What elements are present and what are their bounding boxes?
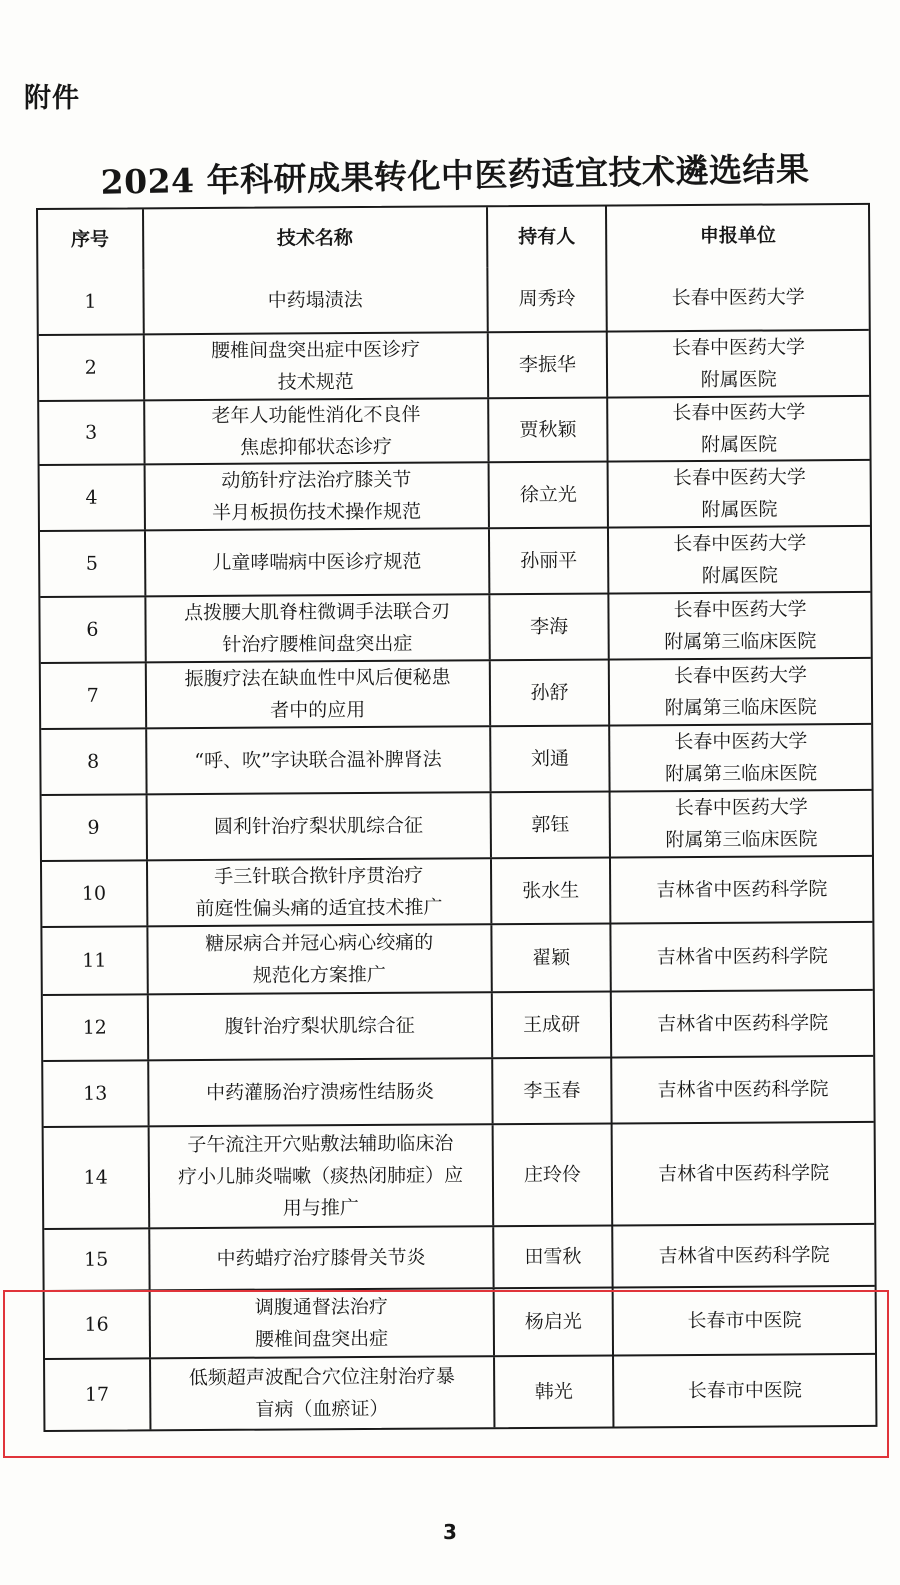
- cell-no: [41, 729, 145, 794]
- cell-unit-text: 长春中医药大学 附属医院: [672, 401, 806, 456]
- cell-holder: [490, 859, 610, 924]
- cell-technology-name-text: 子午流注开穴贴敷法辅助临床治 疗小儿肺炎喘嗽（痰热闭肺症）应 用与推广: [178, 1132, 464, 1220]
- cell-holder-text: 孙丽平: [520, 549, 578, 573]
- cell-technology-name: [143, 399, 488, 463]
- cell-unit-text: 长春中医药大学 附属第三临床医院: [665, 730, 818, 786]
- cell-unit-text: 长春市中医院: [687, 1379, 802, 1403]
- cell-technology-name: [146, 993, 491, 1059]
- cell-unit-text: 长春中医药大学 附属第三临床医院: [664, 664, 817, 720]
- cell-technology-name: [144, 595, 489, 661]
- cell-unit: [609, 857, 872, 923]
- cell-technology-name-text: 圆利针治疗梨状肌综合征: [213, 814, 424, 838]
- cell-unit-text: 长春中医药大学 附属第三临床医院: [664, 598, 817, 654]
- cell-technology-name: [145, 727, 490, 793]
- cell-holder: [489, 793, 609, 858]
- cell-no: [40, 465, 144, 530]
- cell-holder-text: 韩光: [534, 1380, 573, 1403]
- cell-no: [44, 1229, 148, 1290]
- cell-technology-name: [145, 793, 490, 859]
- cell-unit: [607, 527, 870, 593]
- cell-no-text: 8: [87, 750, 100, 773]
- cell-holder: [492, 1227, 612, 1288]
- cell-unit-text: 吉林省中医药科学院: [657, 1012, 829, 1036]
- cell-unit: [610, 1057, 873, 1123]
- cell-no-text: 4: [85, 486, 98, 509]
- cell-no: [40, 597, 144, 662]
- cell-unit: [608, 725, 871, 791]
- cell-technology-name-text: 中药蜡疗治疗膝骨关节炎: [216, 1246, 426, 1270]
- cell-technology-name: [147, 1059, 492, 1125]
- cell-technology-name-text: 点拨腰大肌脊柱微调手法联合刃 针治疗腰椎间盘突出症: [184, 600, 451, 656]
- cell-holder: [489, 727, 609, 792]
- cell-holder-text: 田雪秋: [524, 1245, 582, 1269]
- cell-unit-text: 长春中医药大学 附属医院: [673, 532, 807, 587]
- cell-unit: [606, 265, 869, 331]
- page-number: 3: [443, 1520, 457, 1544]
- cell-holder-text: 翟颖: [532, 946, 571, 969]
- document-title: 2024 年科研成果转化中医药适宜技术遴选结果: [100, 149, 810, 202]
- table-row: [43, 989, 873, 1060]
- cell-holder-text: 李振华: [518, 353, 577, 377]
- cell-unit: [609, 791, 872, 857]
- cell-technology-name-text: 振腹疗法在缺血性中风后便秘患 者中的应用: [184, 666, 451, 722]
- cell-holder: [487, 333, 607, 398]
- cell-technology-name: [144, 529, 489, 595]
- cell-holder: [488, 529, 608, 594]
- cell-holder-text: 刘通: [530, 747, 570, 770]
- highlight-box: [3, 1290, 889, 1458]
- table-row: [39, 395, 869, 464]
- cell-no-text: 7: [86, 684, 99, 707]
- cell-holder: [490, 925, 610, 992]
- cell-technology-name: [146, 925, 491, 993]
- cell-unit-text: 长春中医药大学 附属第三临床医院: [665, 796, 818, 852]
- cell-unit: [611, 1123, 874, 1225]
- cell-no-text: 13: [83, 1082, 108, 1105]
- cell-no: [43, 1061, 147, 1126]
- table-row: [39, 329, 869, 400]
- cell-no-text: 9: [87, 816, 100, 839]
- cell-technology-name-text: 中药灌肠治疗溃疡性结肠炎: [206, 1080, 435, 1104]
- cell-holder-text: 王成研: [522, 1013, 581, 1037]
- cell-holder-text: 张水生: [522, 879, 580, 903]
- cell-technology-name: [143, 463, 488, 529]
- cell-unit: [606, 397, 869, 461]
- cell-technology-name-text: 儿童哮喘病中医诊疗规范: [212, 550, 422, 574]
- cell-technology-name: [148, 1227, 493, 1289]
- cell-technology-name-text: 调腹通督法治疗 腰椎间盘突出症: [254, 1295, 389, 1351]
- cell-no: [38, 269, 142, 334]
- cell-technology-name: [144, 661, 489, 727]
- cell-no: [40, 531, 144, 596]
- header-cell-unit: 申报单位: [605, 205, 868, 267]
- table-body: [38, 265, 875, 1430]
- cell-no: [42, 861, 146, 926]
- cell-holder: [491, 1125, 611, 1226]
- cell-technology-name-text: “呼、吹”字诀联合温补脾肾法: [194, 748, 442, 773]
- cell-holder-text: 贾秋颖: [519, 418, 577, 442]
- cell-no-text: 17: [84, 1383, 110, 1406]
- cell-no-text: 6: [86, 618, 99, 641]
- cell-no-text: 16: [84, 1313, 109, 1336]
- cell-technology-name-text: 腰椎间盘突出症中医诊疗 技术规范: [210, 338, 421, 394]
- header-cell-name: 技术名称: [142, 207, 487, 269]
- cell-unit-text: 长春中医药大学 附属医院: [671, 336, 806, 391]
- table-row: [40, 525, 870, 596]
- header-cell-no: 序号: [70, 228, 110, 251]
- table-row: [44, 1223, 874, 1290]
- cell-technology-name-text: 低频超声波配合穴位注射治疗暴 盲病（血瘀证）: [188, 1365, 455, 1421]
- cell-unit-text: 吉林省中医药科学院: [658, 1244, 830, 1268]
- table-row: [40, 459, 870, 530]
- cell-no-text: 3: [85, 421, 98, 444]
- header-cell-holder: 持有人: [486, 207, 606, 268]
- cell-unit-text: 吉林省中医药科学院: [656, 878, 828, 902]
- cell-technology-name-text: 中药塌渍法: [267, 289, 363, 312]
- cell-holder: [491, 993, 611, 1058]
- cell-unit: [607, 461, 870, 527]
- cell-technology-name-text: 手三针联合揿针序贯治疗 前庭性偏头痛的适宜技术推广: [195, 864, 443, 921]
- cell-holder-text: 杨启光: [524, 1310, 582, 1334]
- cell-no-text: 11: [82, 949, 107, 972]
- cell-technology-name: [142, 267, 487, 333]
- cell-unit-text: 长春中医药大学 附属医院: [672, 466, 806, 521]
- cell-no-text: 15: [84, 1248, 109, 1271]
- attachment-label: 附件: [24, 83, 80, 114]
- table-row: [38, 265, 868, 334]
- cell-holder-text: 郭钰: [531, 813, 570, 836]
- cell-holder-text: 李海: [530, 615, 569, 638]
- cell-holder-text: 徐立光: [519, 483, 577, 507]
- table-row: [42, 921, 872, 994]
- cell-no: [42, 795, 146, 860]
- cell-no: [41, 663, 145, 728]
- cell-holder: [491, 1059, 611, 1124]
- table-header-row: [38, 205, 868, 270]
- cell-unit-text: 吉林省中医药科学院: [657, 1078, 829, 1102]
- table-row: [41, 723, 871, 794]
- cell-technology-name: [146, 859, 491, 925]
- cell-unit: [608, 659, 871, 725]
- cell-technology-name-text: 动筋针疗法治疗膝关节 半月板损伤技术操作规范: [211, 468, 422, 524]
- cell-no-text: 1: [84, 290, 97, 313]
- cell-unit: [610, 923, 873, 991]
- cell-no: [44, 1127, 148, 1228]
- table-row: [40, 591, 870, 662]
- cell-unit: [608, 593, 871, 659]
- cell-no: [39, 401, 143, 464]
- cell-technology-name: [142, 333, 487, 399]
- cell-holder-text: 李玉春: [523, 1079, 581, 1103]
- cell-unit: [612, 1225, 875, 1287]
- cell-technology-name: [147, 1125, 492, 1227]
- table-row: [44, 1121, 875, 1228]
- cell-unit: [610, 991, 873, 1057]
- cell-no-text: 10: [81, 882, 107, 905]
- cell-holder: [489, 661, 609, 726]
- cell-no-text: 14: [83, 1166, 108, 1189]
- cell-unit-text: 长春市中医院: [687, 1309, 802, 1333]
- cell-holder-text: 周秀玲: [518, 287, 576, 311]
- cell-no-text: 5: [85, 552, 99, 575]
- cell-technology-name-text: 腹针治疗梨状肌综合征: [224, 1014, 415, 1038]
- results-table: [36, 203, 877, 1432]
- cell-holder: [486, 267, 606, 332]
- table-row: [41, 657, 871, 728]
- cell-unit-text: 长春中医药大学: [671, 286, 805, 310]
- table-row: [43, 1055, 873, 1126]
- cell-technology-name-text: 老年人功能性消化不良伴 焦虑抑郁状态诊疗: [211, 403, 421, 459]
- cell-no: [43, 995, 147, 1060]
- cell-no: [42, 927, 146, 994]
- cell-holder-text: 庄玲伶: [523, 1163, 582, 1187]
- cell-holder: [488, 595, 608, 660]
- cell-unit-text: 吉林省中医药科学院: [656, 945, 828, 969]
- cell-no-text: 2: [84, 356, 97, 379]
- cell-technology-name-text: 糖尿病合并冠心病心绞痛的 规范化方案推广: [205, 931, 434, 987]
- cell-no: [39, 335, 143, 400]
- cell-no-text: 12: [82, 1016, 107, 1039]
- cell-unit: [606, 331, 869, 397]
- cell-unit-text: 吉林省中医药科学院: [657, 1162, 830, 1186]
- table-row: [42, 855, 872, 926]
- cell-holder-text: 孙舒: [530, 681, 569, 704]
- table-row: [42, 789, 872, 860]
- cell-holder: [487, 399, 607, 462]
- cell-holder: [487, 463, 607, 528]
